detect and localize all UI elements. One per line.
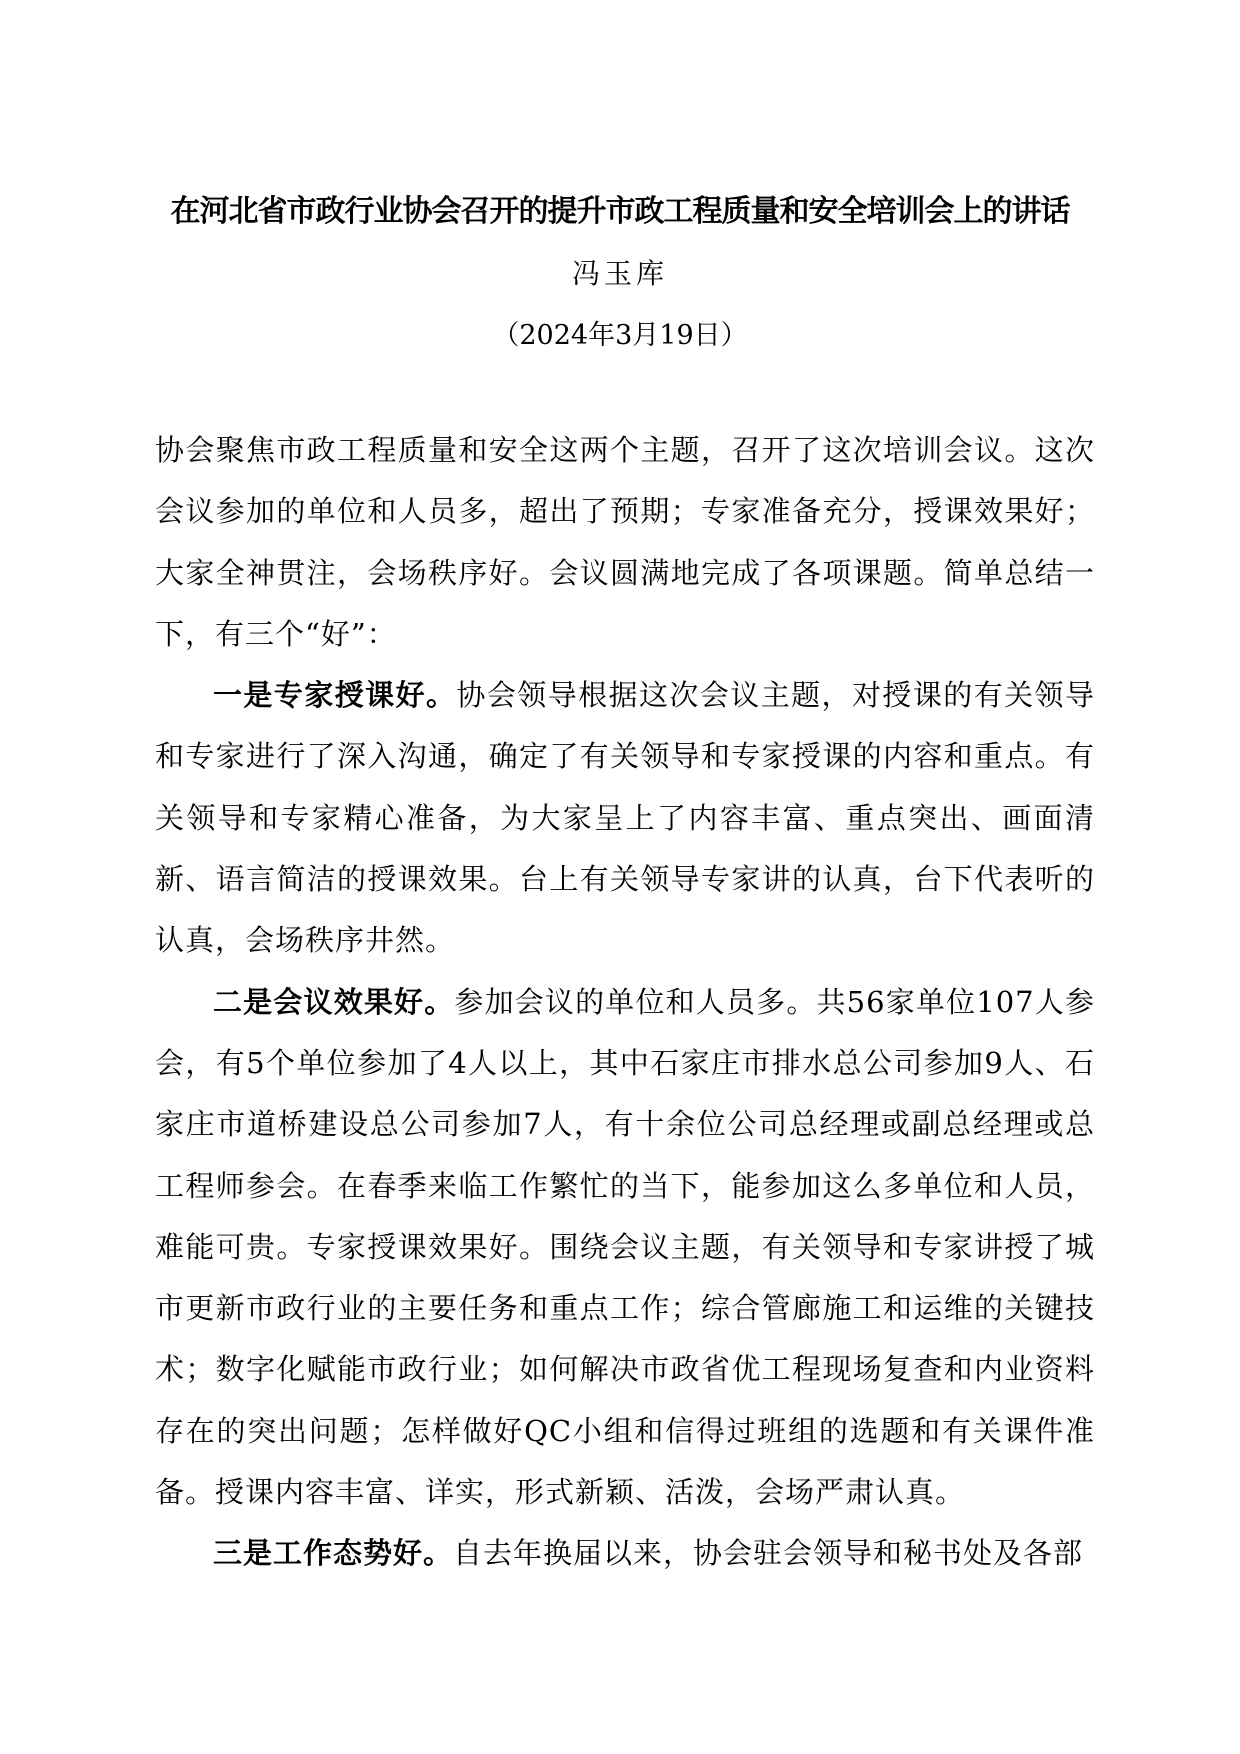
- document-title: 在河北省市政行业协会召开的提升市政工程质量和安全培训会上的讲话: [170, 194, 1070, 229]
- paragraph-intro: [155, 420, 1095, 665]
- speech-date: （2024年3月19日）: [492, 320, 748, 351]
- paragraph-text: 参加会议的单位和人员多。共56家单位107人参会，有5个单位参加了4人以上，其中石家庄市排水总公司参加9人、石家庄市道桥建设总公司参加7人，有十余位公司总经理或副总经理或总工程师参会。在春季来临工作繁忙的当下，能参加这么多单位和人员，难能可贵。专家授课效果好。围绕会议主题，有关领导和专家讲授了城市更新市政行业的主要任务和重点工作；综合管廊施工和运维的关键技术；数字化赋能市政行业；如何解决市政省优工程现场复查和内业资料存在的突出问题；怎样做好QC小组和信得过班组的选题和有关课件准备。授课内容丰富、详实，形式新颖、活泼，会场严肃认真。: [155, 984, 1095, 1510]
- paragraph-point-2: [155, 972, 1095, 1524]
- paragraph-lead: 一是专家授课好。: [213, 678, 457, 713]
- paragraph-point-1: [155, 665, 1095, 971]
- author-name: 冯玉库: [571, 257, 668, 290]
- paragraph-lead: 二是会议效果好。: [213, 984, 455, 1019]
- paragraph-point-3: [155, 1523, 1095, 1584]
- paragraph-text: 协会领导根据这次会议主题，对授课的有关领导和专家进行了深入沟通，确定了有关领导和专家授课的内容和重点。有关领导和专家精心准备，为大家呈上了内容丰富、重点突出、画面清新、语言简洁的授课效果。台上有关领导专家讲的认真，台下代表听的认真，会场秩序井然。: [155, 678, 1095, 958]
- document-body: [155, 420, 1095, 1585]
- paragraph-lead: 三是工作态势好。: [213, 1536, 454, 1571]
- paragraph-text: 自去年换届以来，协会驻会领导和秘书处及各部: [453, 1536, 1084, 1571]
- paragraph-text: 协会聚焦市政工程质量和安全这两个主题，召开了这次培训会议。这次会议参加的单位和人员多，超出了预期；专家准备充分，授课效果好；大家全神贯注，会场秩序好。会议圆满地完成了各项课题。简单总结一下，有三个“好”：: [155, 433, 1095, 651]
